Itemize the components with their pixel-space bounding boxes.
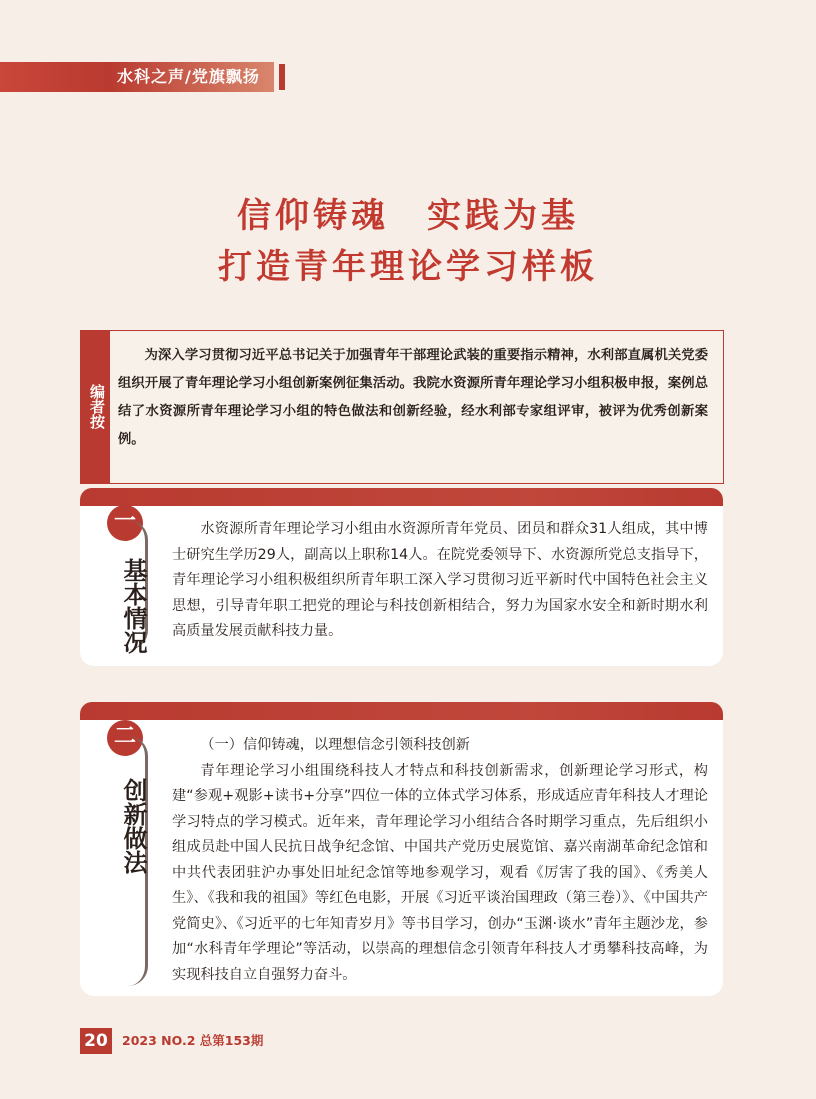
section-2-number: 二 <box>107 720 143 756</box>
section-1-header-bar <box>80 488 723 506</box>
column-title: 水科之声/党旗飘扬 <box>117 67 260 86</box>
section-1-number: 一 <box>107 505 143 541</box>
editor-note-body: 为深入学习贯彻习近平总书记关于加强青年干部理论武装的重要指示精神，水利部直属机关党委组织开展了青年理论学习小组创新案例征集活动。我院水资源所青年理论学习小组积极申报，案例总结了水资源所青年理论学习小组的特色做法和创新经验，经水利部专家组评审，被评为优秀创新案例。 <box>118 348 708 447</box>
section-2-subheading: （一）信仰铸魂，以理想信念引领科技创新 <box>200 737 470 753</box>
article-title-line1: 信仰铸魂 实践为基 <box>237 196 579 236</box>
issue-info: 2023 NO.2 总第153期 <box>122 1033 264 1048</box>
section-2-paragraph: 青年理论学习小组围绕科技人才特点和科技创新需求，创新理论学习形式，构建“参观+观影+读书+分享”四位一体的立体式学习体系，形成适应青年科技人才理论学习特点的学习模式。近年来，青年理论学习小组结合各时期学习重点，先后组织小组成员赴中国人民抗日战争纪念馆、中国共产党历史展览馆、嘉兴南湖革命纪念馆和中共代表团驻沪办事处旧址纪念馆等地参观学习，观看《厉害了我的国》、《秀美人生》、《我和我的祖国》等红色电影，开展《习近平谈治国理政（第三卷）》、《中国共产党简史》、《习近平的七年知青岁月》等书目学习，创办“玉渊·谈水”青年主题沙龙，参加“水科青年学理论”等活动，以崇高的理想信念引领青年科技人才勇攀科技高峰，为实现科技自立自强努力奋斗。 <box>172 762 708 983</box>
section-2-label: 创新做法 <box>119 778 147 874</box>
section-1-label: 基本情况 <box>119 558 147 654</box>
section-2-header-bar <box>80 702 723 720</box>
section-1-text <box>172 517 708 645</box>
article-title-line2: 打造青年理论学习样板 <box>218 247 598 287</box>
section-1-paragraph: 水资源所青年理论学习小组由水资源所青年党员、团员和群众31人组成，其中博士研究生学历29人，副高以上职称14人。在院党委领导下、水资源所党总支指导下，青年理论学习小组积极组织所青年职工深入学习贯彻习近平新时代中国特色社会主义思想，引导青年职工把党的理论与科技创新相结合，努力为国家水安全和新时期水利高质量发展贡献科技力量。 <box>172 521 708 639</box>
editor-note-label: 编者按 <box>88 383 106 429</box>
header-accent-bar <box>279 64 285 90</box>
section-2-text <box>172 733 708 988</box>
page-number: 20 <box>80 1028 112 1054</box>
